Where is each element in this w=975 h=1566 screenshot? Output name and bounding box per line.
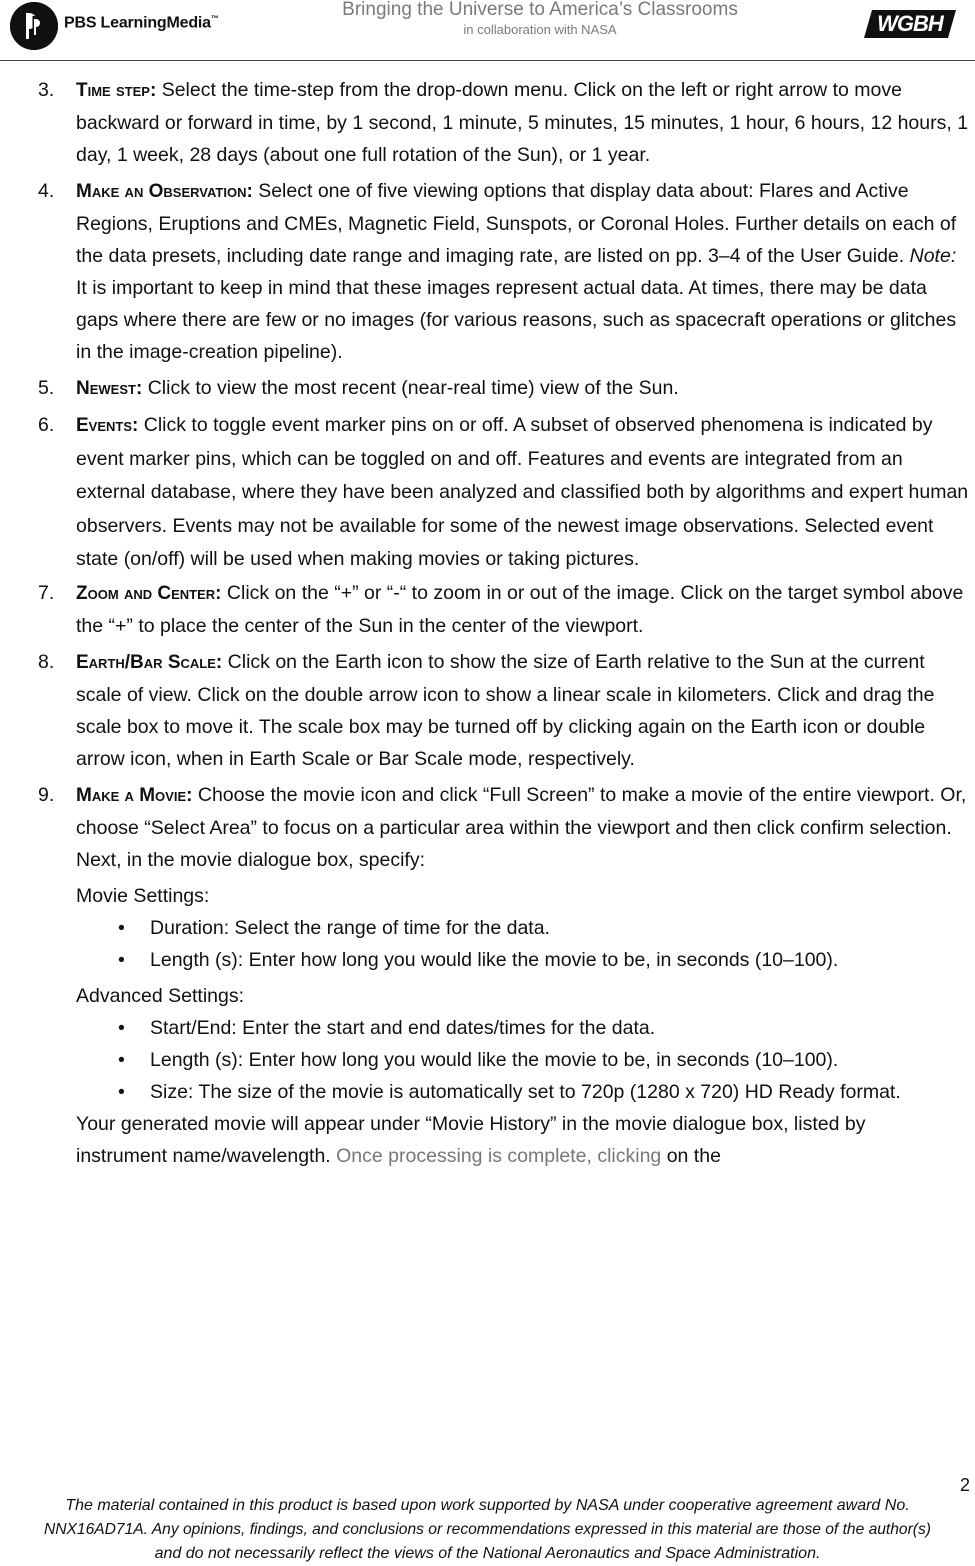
advanced-settings-heading: Advanced Settings: [76,984,245,1007]
item-number: 5. [38,377,55,399]
header-tagline [300,0,780,40]
bullet-text: Start/End: Enter the start and end dates/times for the data. [150,1016,656,1039]
bullet-text: Duration: Select the range of time for the data. [150,916,550,939]
closing-text-end: on the [661,1144,721,1167]
wgbh-logo-text: WGBH [877,11,943,36]
bullet-text: Size: The size of the movie is automatically set to 720p (1280 x 720) HD Ready format. [150,1080,901,1103]
item-number: 8. [38,650,55,673]
list-item-events [0,409,975,577]
footer-line: NNX16AD71A. Any opinions, findings, and conclusions or recommendations expressed in this material are those of the author(s) [43,1521,931,1538]
list-item [0,944,975,976]
item-label: Earth/Bar Scale: [76,651,223,673]
header-subtitle: in collaboration with NASA [463,22,617,37]
list-item-earth-bar-scale [0,646,975,775]
advanced-settings-list [0,1012,975,1108]
movie-settings-list [0,912,975,976]
closing-gray-link: clicking [597,1144,662,1167]
bullet-icon: • [118,948,125,971]
pbs-logo-icon [10,2,58,50]
closing-text: Your generated movie will appear under “Movie History” in the movie dialogue box, listed by instrument name/wavelength. [76,1112,866,1167]
funding-disclaimer [0,1494,975,1566]
item-text: Click on the “+” or “-“ to zoom in or out of the image. Click on the target symbol above the “+” to place the center of the Sun in the center of the viewport. [76,581,964,637]
bullet-text: Length (s): Enter how long you would like the movie to be, in seconds (10–100). [150,948,839,971]
wgbh-logo-icon [862,8,958,40]
item-label: Zoom and Center: [76,582,222,604]
item-text: Choose the movie icon and click “Full Screen” to make a movie of the entire viewport. Or, choose “Select Area” to focus on a particular area within the viewport and then click confirm selection. Next, in the movie dialogue box, specify: [76,783,967,871]
list-item-zoom-center [0,577,975,642]
item-number: 6. [38,414,55,436]
item-text: Click to view the most recent (near-real time) view of the Sun. [142,377,679,399]
item-text: Select the time-step from the drop-down menu. Click on the left or right arrow to move backward or forward in time, by 1 second, 1 minute, 5 minutes, 15 minutes, 1 hour, 6 hours, 12 hours, 1 day, 1 week, 28 days (about one full rotation of the Sun), or 1 year. [76,79,969,166]
page-header [0,0,975,62]
trademark-mark: ™ [210,14,219,23]
instructions-list [0,74,975,1172]
header-title: Bringing the Universe to America’s Classrooms [342,0,738,20]
note-text: It is important to keep in mind that these images represent actual data. At times, there may be data gaps where there are few or no images (for various reasons, such as spacecraft operations or glitches in the image-creation pipeline). [76,277,957,363]
list-item [0,912,975,944]
item-label: Newest: [76,378,143,399]
item-label: Make a Movie: [76,784,193,806]
item-number: 9. [38,783,55,806]
item-text: Select one of five viewing options that display data about: Flares and Active Regions, Eruptions and CMEs, Magnetic Field, Sunspots, or Coronal Holes. Further details on each of the data presets, including date range and imaging rate, are listed on pp. 3–4 of the User Guide. [76,180,957,267]
footer-line: The material contained in this product is based upon work supported by NASA under cooperative agreement award No. [65,1497,910,1514]
list-item-newest [0,372,975,405]
note-label: Note: [909,245,957,267]
movie-settings-heading: Movie Settings: [76,884,210,907]
page-number: 2 [960,1475,971,1495]
item-label: Make an Observation: [76,181,253,202]
bullet-icon: • [118,1016,125,1039]
item-number: 3. [38,79,55,101]
bullet-icon: • [118,1080,125,1103]
item-number: 4. [38,180,55,202]
item-text: Click on the Earth icon to show the size of Earth relative to the Sun at the current scale of view. Click on the double arrow icon to show a linear scale in kilometers. Click and drag the scale box to move it. The scale box may be turned off by clicking again on the Earth icon or double arrow icon, when in Earth Scale or Bar Scale mode, respectively. [76,650,935,770]
list-item-make-observation [0,175,975,368]
list-item [0,1012,975,1044]
closing-paragraph [0,1108,975,1172]
list-item-time-step [0,74,975,171]
closing-gray-text: Once processing is complete, [336,1144,598,1167]
footer-line: and do not necessarily reflect the views of the National Aeronautics and Space Administration. [154,1545,821,1562]
list-item [0,1076,975,1108]
bullet-text: Length (s): Enter how long you would like the movie to be, in seconds (10–100). [150,1048,839,1071]
bullet-icon: • [118,1048,125,1071]
list-item-make-movie [0,779,975,876]
item-text: Click to toggle event marker pins on or off. A subset of observed phenomena is indicated by event marker pins, which can be toggled on and off. Features and events are integrated from an external database, where they have been analyzed and classified both by algorithms and expert human observers. Events may not be available for some of the newest image observations. Selected event state (on/off) will be used when making movies or taking pictures. [76,414,969,570]
list-item [0,1044,975,1076]
item-number: 7. [38,581,55,604]
header-divider [0,60,975,61]
pbs-learningmedia-label: PBS LearningMedia™ [64,14,219,32]
item-label: Time step: [76,80,157,101]
item-label: Events: [76,415,139,436]
bullet-icon: • [118,916,125,939]
